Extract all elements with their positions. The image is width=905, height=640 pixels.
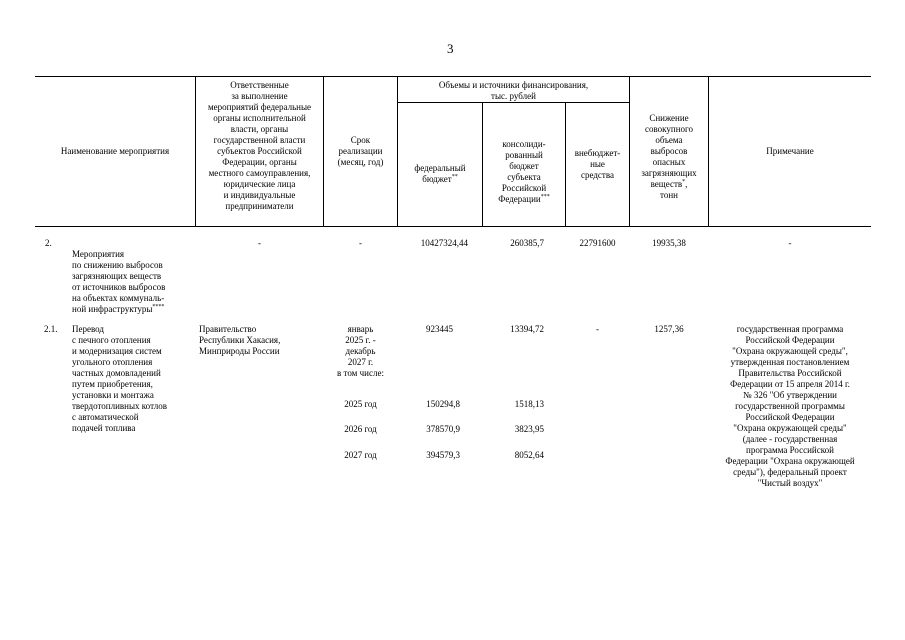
header-bottom-rule	[35, 226, 871, 227]
row-2-num: 2.	[45, 238, 52, 248]
table-top-rule	[35, 76, 871, 77]
sub-federal-2027: 394579,3	[426, 450, 460, 460]
page-number: 3	[447, 41, 454, 56]
row-2-name-text: Мероприятия по снижению выбросов загрязняющих веществ от источников выбросов на объектах коммуналь- ной инфраструктуры	[72, 249, 166, 314]
header-consolidated-text: консолиди- рованный бюджет субъекта Российской Федерации	[498, 139, 547, 204]
sub-year-2025: 2025 год	[344, 399, 377, 409]
row-2-period: -	[359, 238, 362, 248]
header-federal-text: федеральный бюджет	[414, 163, 466, 184]
row-2-federal: 10427324,44	[420, 238, 468, 248]
funding-subheader-rule	[397, 102, 629, 103]
row-2-consolidated: 260385,7	[510, 238, 544, 248]
header-reduction-mark: *	[682, 179, 686, 185]
sub-year-2027: 2027 год	[344, 450, 377, 460]
row-21-extrabudget: -	[596, 324, 599, 334]
row-21-note: государственная программа Российской Федерации "Охрана окружающей среды", утвержденная постановлением Правительства Российской Федерации от 15 апреля 2014 г. № 326 "Об утверждении государственной программы Российской Федерации "Охрана окружающей среды" (далее - государственная программа Российской Федерации "Охрана окружающей среды"), федеральный проект "Чистый воздух"	[725, 324, 855, 488]
sub-consolidated-2027: 8052,64	[514, 450, 544, 460]
header-note: Примечание	[766, 146, 814, 156]
header-period: Срок реализации (месяц, год)	[337, 135, 384, 167]
sub-federal-2026: 378570,9	[426, 424, 460, 434]
row-21-name: Перевод с печного отопления и модернизация систем угольного отопления частных домовладений путем приобретения, установки и монтажа твердотопливных котлов с автоматической подачей топлива	[72, 324, 168, 433]
header-funding: Объемы и источники финансирования, тыс. рублей	[438, 80, 589, 101]
row-21-reduction: 1257,36	[654, 324, 684, 334]
row-21-responsible: Правительство Республики Хакасия, Минприроды России	[199, 324, 281, 356]
header-reduction-text: Снижение совокупного объема выбросов опасных загрязняющих веществ	[641, 113, 697, 189]
row-2-reduction: 19935,38	[652, 238, 686, 248]
row-2-name	[72, 238, 196, 315]
header-name: Наименование мероприятия	[60, 146, 170, 156]
row-2-responsible: -	[258, 238, 261, 248]
sub-year-2026: 2026 год	[344, 424, 377, 434]
header-reduction-cell	[630, 102, 708, 201]
header-federal-cell	[398, 152, 482, 185]
row-2-extrabudget: 22791600	[579, 238, 616, 248]
row-21-num: 2.1.	[44, 324, 58, 334]
row-2-name-mark: ****	[152, 304, 165, 310]
sub-consolidated-2025: 1518,13	[514, 399, 544, 409]
row-21-consolidated: 13394,72	[510, 324, 544, 334]
sub-consolidated-2026: 3823,95	[514, 424, 544, 434]
header-consolidated-cell	[483, 128, 565, 205]
header-reduction-tail: , тонн	[660, 179, 688, 200]
row-21-federal: 923445	[426, 324, 453, 334]
header-federal-mark: **	[451, 174, 458, 180]
header-responsible: Ответственные за выполнение мероприятий федеральные органы исполнительной власти, органы государственной власти субъектов Российской Федерации, органы местного самоуправления, юридические лица и индивидуальные предприниматели	[207, 80, 312, 211]
header-extrabudget: внебюджет- ные средства	[574, 148, 621, 180]
sub-federal-2025: 150294,8	[426, 399, 460, 409]
header-consolidated-mark: ***	[540, 194, 550, 200]
row-21-period: январь 2025 г. - декабрь 2027 г. в том числе:	[337, 324, 384, 378]
row-2-note: -	[788, 238, 792, 248]
